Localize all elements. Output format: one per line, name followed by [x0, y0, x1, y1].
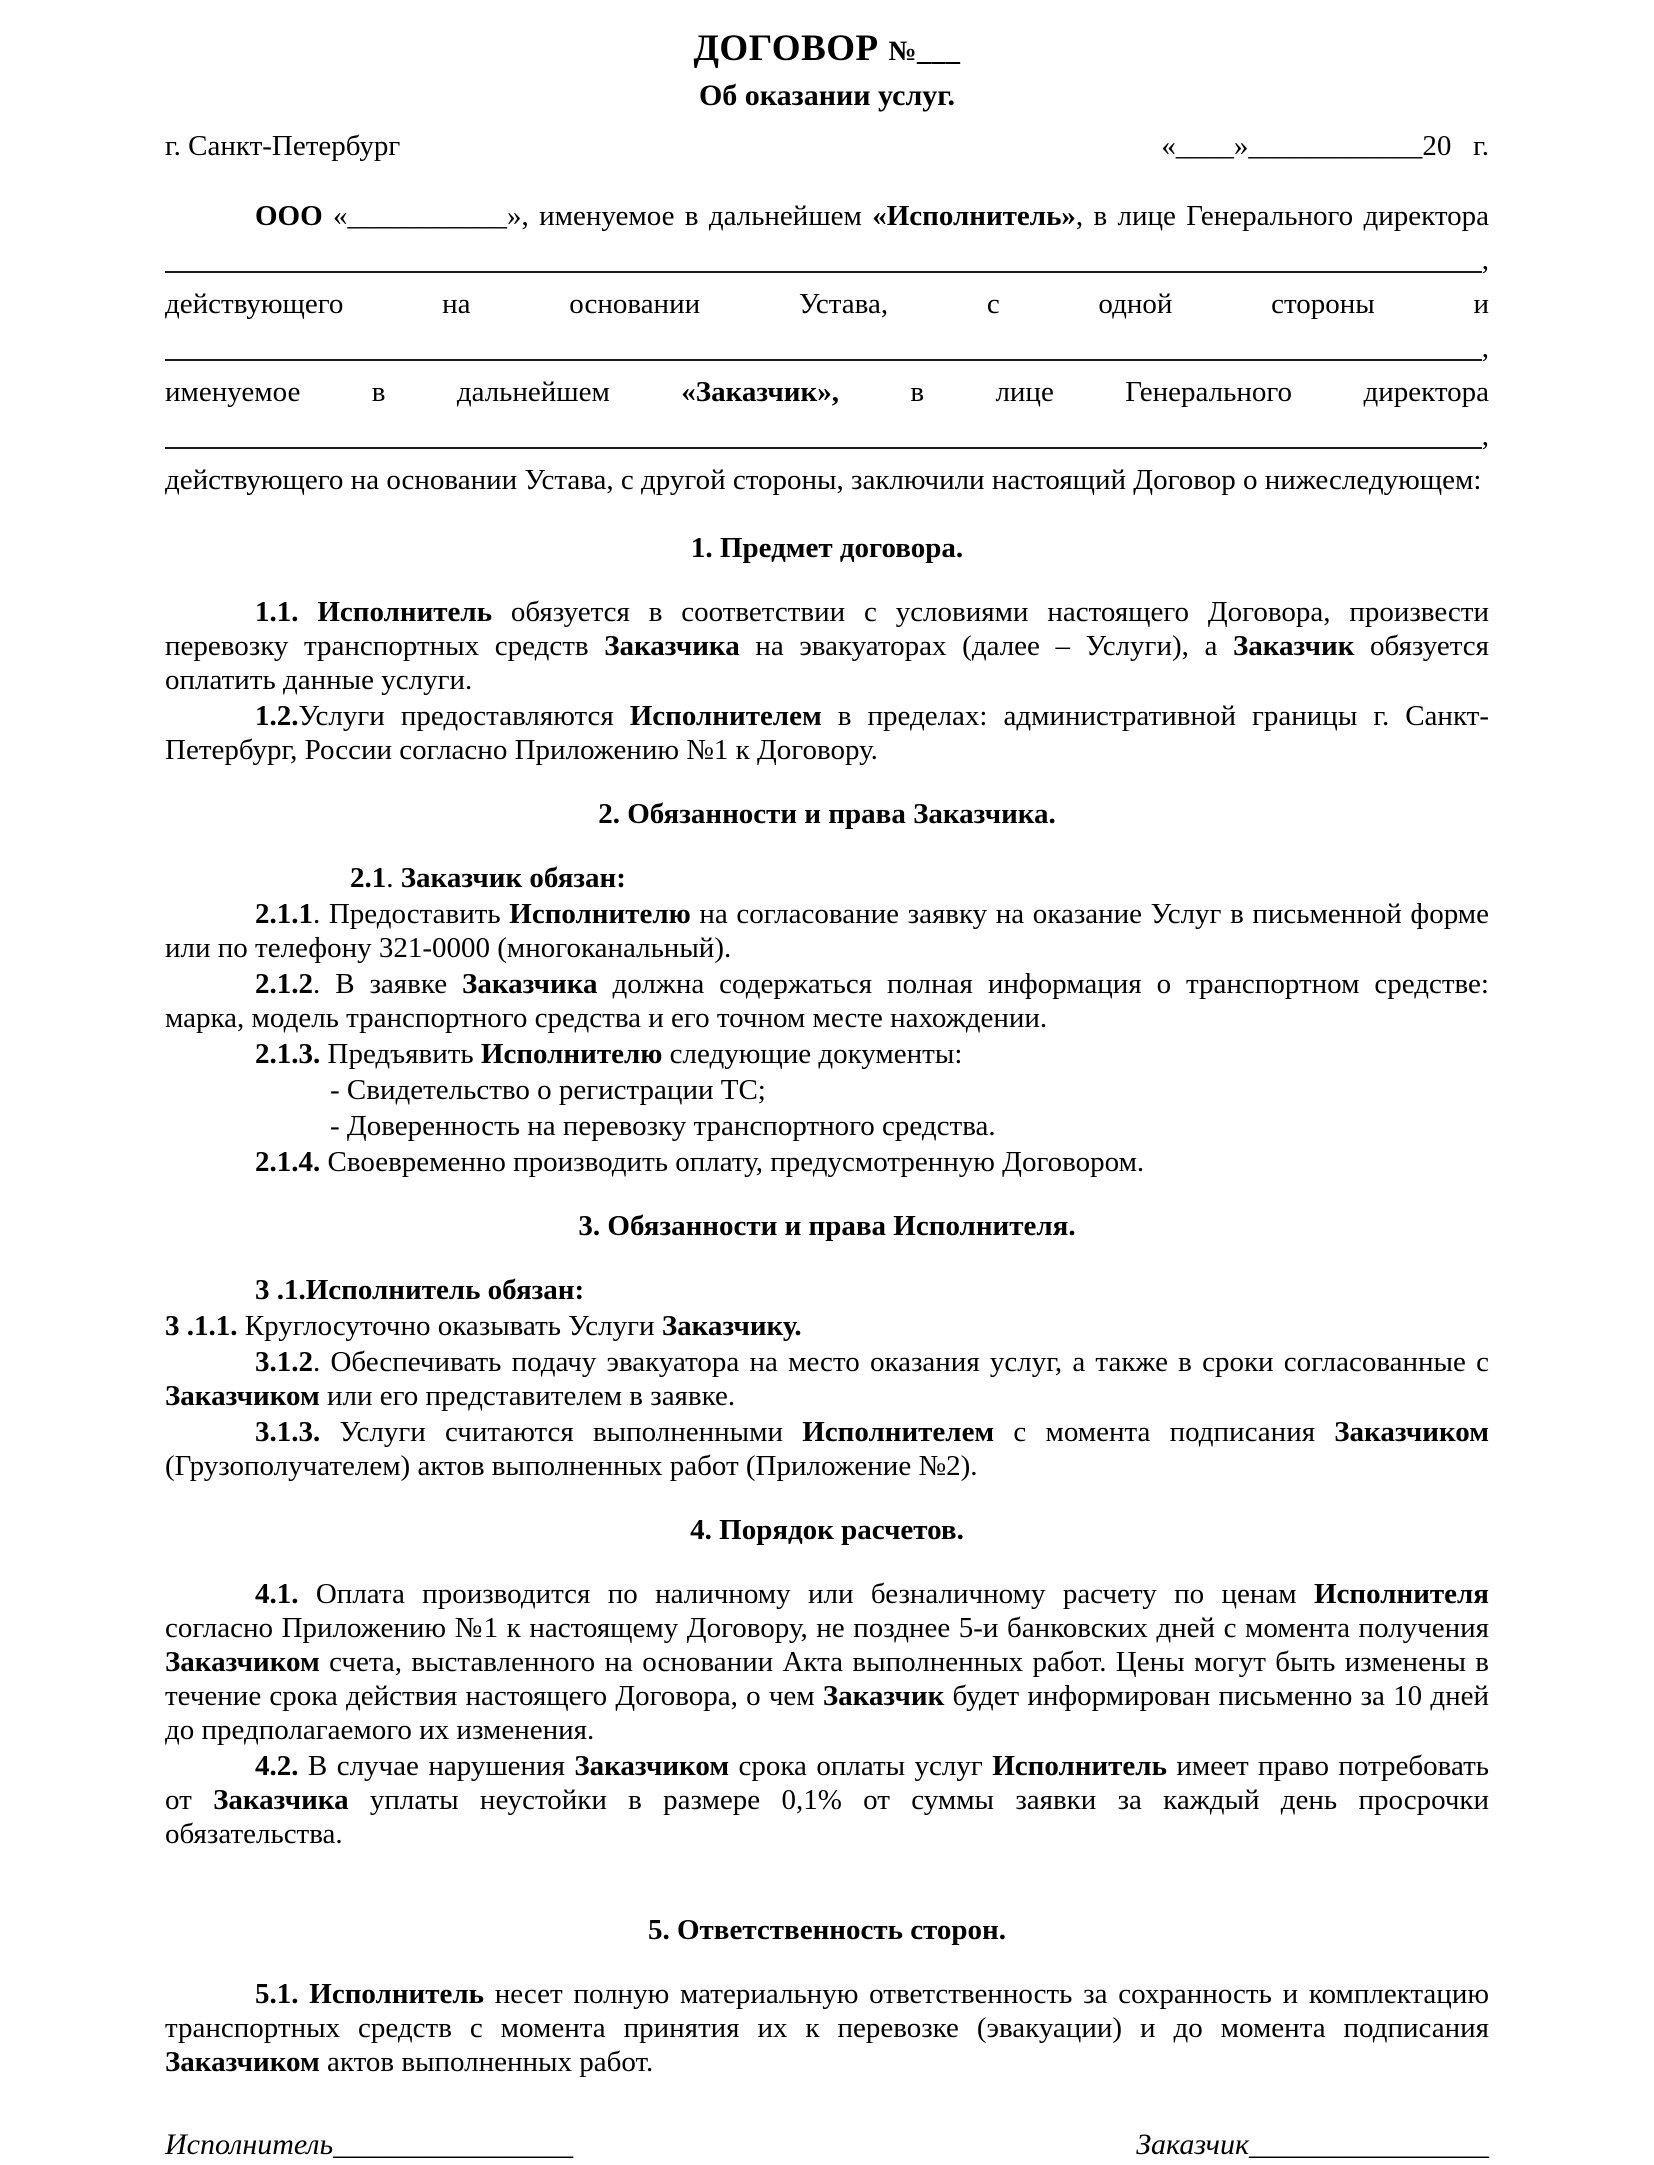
text-run: на эвакуаторах (далее – Услуги), а: [739, 630, 1233, 662]
bold-text-run: Заказчиком: [165, 1646, 320, 1678]
executor-signature: [165, 2125, 573, 2165]
bold-text-run: 3 .1.Исполнитель обязан:: [255, 1274, 585, 1306]
blank-tail: ,: [1481, 332, 1489, 364]
bold-text-run: Заказчик: [822, 1680, 945, 1712]
contract-number-blank: №___: [888, 36, 961, 67]
section-heading: [165, 1513, 1489, 1547]
bold-text-run: 3 .1.1.: [165, 1310, 238, 1342]
section-heading: [165, 1913, 1489, 1947]
clause-3-1-3: [165, 1415, 1489, 1483]
bold-text-run: 4. Порядок расчетов.: [690, 1514, 964, 1546]
fill-in-blank-line: [165, 239, 1489, 281]
bold-text-run: Заказчика: [213, 1784, 349, 1816]
clause-3-1: [165, 1273, 1489, 1307]
text-run: в лице Генерального директора: [838, 376, 1489, 408]
clause-5-1: [165, 1977, 1489, 2079]
text-run: будет информирован письменно за 10 дней до предполагаемого их изменения.: [165, 1680, 1490, 1746]
blank-underline: [165, 359, 1482, 361]
text-run: с момента подписания: [994, 1416, 1335, 1448]
clause-1-2: [165, 699, 1489, 767]
bold-text-run: 1.2.: [255, 700, 299, 732]
bold-text-run: 4.2.: [255, 1750, 299, 1782]
text-run: Услуги считаются выполненными: [320, 1416, 803, 1448]
preamble-line: [165, 283, 1489, 325]
bold-text-run: Исполнителем: [802, 1416, 995, 1448]
section-heading: [165, 797, 1489, 831]
bold-text-run: 5.1. Исполнитель: [255, 1978, 484, 2010]
bold-text-run: «Исполнитель»: [872, 200, 1076, 232]
text-run: действующего на основании Устава, с одной стороны и: [165, 288, 1489, 320]
text-run: (Грузополучателем) актов выполненных работ (Приложение №2).: [165, 1450, 978, 1482]
document-body: [165, 195, 1489, 2165]
clause-2-1: [165, 861, 1489, 895]
customer-signature-label: Заказчик: [1136, 2128, 1249, 2161]
text-run: . Предоставить: [313, 898, 510, 930]
document-title: [165, 26, 1489, 75]
text-run: Предъявить: [320, 1038, 481, 1070]
clause-1-1: [165, 595, 1489, 697]
bold-text-run: 2.1.1: [255, 898, 313, 930]
section-heading: [165, 531, 1489, 565]
text-run: Круглосуточно оказывать Услуги: [237, 1310, 662, 1342]
preamble-line: [165, 195, 1489, 237]
text-run: .: [386, 862, 401, 894]
text-run: . В заявке: [313, 968, 463, 1000]
text-run: обязуется в соответствии с условиями настоящего Договора, произвести перевозку транспортных средств: [165, 596, 1489, 662]
bold-text-run: Заказчиком: [165, 1380, 320, 1412]
customer-signature: [1136, 2125, 1489, 2165]
clause-2-1-2: [165, 967, 1489, 1035]
blank-underline: [165, 447, 1482, 449]
bold-text-run: 3. Обязанности и права Исполнителя.: [578, 1210, 1076, 1242]
bold-text-run: 2.1.4.: [255, 1146, 321, 1178]
bold-text-run: 5. Ответственность сторон.: [647, 1914, 1007, 1946]
text-run: - Доверенность на перевозку транспортного средства.: [330, 1110, 996, 1142]
text-run: счета, выставленного на основании Акта выполненных работ. Цены могут быть изменены в течение срока действия настоящего Договора, о чем: [165, 1646, 1489, 1712]
bold-text-run: 3.1.3.: [255, 1416, 321, 1448]
bold-text-run: 2.1: [350, 862, 387, 894]
blank-tail: ,: [1481, 244, 1489, 276]
bold-text-run: «Заказчик»,: [681, 376, 839, 408]
customer-signature-blank: ________________: [1249, 2128, 1489, 2161]
fill-in-blank-line: [165, 415, 1489, 457]
bold-text-run: 3.1.2: [255, 1346, 313, 1378]
text-run: следующие документы:: [662, 1038, 963, 1070]
bold-text-run: 4.1.: [255, 1578, 299, 1610]
text-run: действующего на основании Устава, с другой стороны, заключили настоящий Договор о нижеследующем:: [165, 464, 1482, 496]
bold-text-run: 2. Обязанности и права Заказчика.: [598, 798, 1056, 830]
document-list-item: [165, 1073, 1489, 1107]
section-heading: [165, 1209, 1489, 1243]
clause-2-1-1: [165, 897, 1489, 965]
text-run: актов выполненных работ.: [319, 2046, 654, 2078]
blank-tail: ,: [1481, 420, 1489, 452]
bold-text-run: Заказчиком: [574, 1750, 730, 1782]
text-run: в пределах: административной границы г. Санкт-Петербург, России согласно Приложению №1 к Договору.: [165, 700, 1489, 766]
text-run: или его представителем в заявке.: [319, 1380, 736, 1412]
document-title-text: ДОГОВОР: [693, 28, 889, 69]
text-run: В случае нарушения: [298, 1750, 575, 1782]
text-run: имеет право потребовать от: [165, 1750, 1490, 1816]
text-run: должна содержаться полная информация о транспортном средстве: марка, модель транспортного средства и его точном месте нахождении.: [165, 968, 1489, 1034]
signature-row: [165, 2125, 1489, 2165]
preamble-line: [165, 459, 1489, 501]
text-run: «___________», именуемое в дальнейшем: [322, 200, 873, 232]
bold-text-run: Исполнителю: [480, 1038, 663, 1070]
text-run: Своевременно производить оплату, предусмотренную Договором.: [320, 1146, 1145, 1178]
bold-text-run: Исполнитель: [992, 1750, 1167, 1782]
fill-in-blank-line: [165, 327, 1489, 369]
clause-4-1: [165, 1577, 1489, 1747]
bold-text-run: Заказчиком: [165, 2046, 320, 2078]
text-run: несет полную материальную ответственность за сохранность и комплектацию транспортных средств с момента принятия их к перевозке (эвакуации) и до момента подписания: [165, 1978, 1489, 2044]
bold-text-run: Заказчику.: [661, 1310, 802, 1342]
text-run: . Обеспечивать подачу эвакуатора на место оказания услуг, а также в сроки согласованные с: [313, 1346, 1489, 1378]
bold-text-run: Заказчик: [1232, 630, 1355, 662]
date-blank: «____»____________20 г.: [1161, 130, 1489, 162]
text-run: срока оплаты услуг: [729, 1750, 993, 1782]
document-list-item: [165, 1109, 1489, 1143]
text-run: обязуется оплатить данные услуги.: [165, 630, 1489, 696]
text-run: , в лице Генерального директора: [1075, 200, 1489, 232]
bold-text-run: Заказчика: [604, 630, 740, 662]
bold-text-run: Заказчик обязан:: [400, 862, 626, 894]
clause-3-1-1: [165, 1309, 1489, 1343]
text-run: именуемое в дальнейшем: [165, 376, 682, 408]
bold-text-run: Исполнителем: [629, 700, 822, 732]
bold-text-run: ООО: [255, 200, 323, 232]
bold-text-run: 2.1.2: [255, 968, 313, 1000]
executor-signature-blank: ________________: [333, 2128, 574, 2161]
document-subtitle: Об оказании услуг.: [698, 79, 956, 112]
preamble-line: [165, 371, 1489, 413]
bold-text-run: Заказчиком: [1334, 1416, 1489, 1448]
text-run: Оплата производится по наличному или безналичному расчету по ценам: [298, 1578, 1314, 1610]
clause-2-1-4: [165, 1145, 1489, 1179]
text-run: согласно Приложению №1 к настоящему Договору, не позднее 5-и банковских дней с момента получения: [165, 1612, 1489, 1644]
bold-text-run: Заказчика: [462, 968, 598, 1000]
executor-signature-label: Исполнитель: [165, 2128, 334, 2161]
clause-4-2: [165, 1749, 1489, 1851]
text-run: - Свидетельство о регистрации ТС;: [330, 1074, 766, 1106]
blank-underline: [165, 271, 1482, 273]
city-date-row: [165, 127, 1489, 165]
text-run: Услуги предоставляются: [298, 700, 630, 732]
text-run: на согласование заявку на оказание Услуг в письменной форме или по телефону 321-0000 (многоканальный).: [165, 898, 1489, 964]
clause-2-1-3: [165, 1037, 1489, 1071]
bold-text-run: Исполнителю: [509, 898, 691, 930]
clause-3-1-2: [165, 1345, 1489, 1413]
bold-text-run: 1. Предмет договора.: [690, 532, 964, 564]
bold-text-run: 1.1. Исполнитель: [255, 596, 493, 628]
city-label: г. Санкт-Петербург: [165, 130, 401, 162]
bold-text-run: Исполнителя: [1313, 1578, 1489, 1610]
text-run: уплаты неустойки в размере 0,1% от суммы заявки за каждый день просрочки обязательства.: [165, 1784, 1490, 1850]
bold-text-run: 2.1.3.: [255, 1038, 321, 1070]
